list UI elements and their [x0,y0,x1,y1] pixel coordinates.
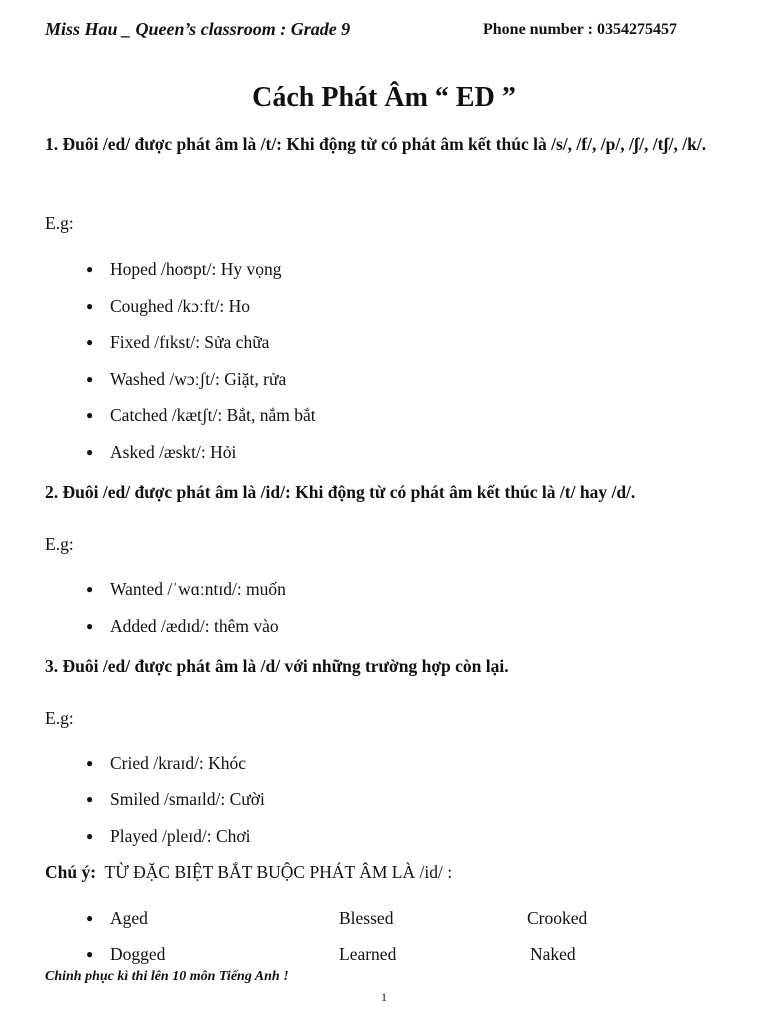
special-word: Aged [110,908,148,928]
list-item [86,579,286,600]
list-item-text: Fixed /fɪkst/: Sửa chữa [110,332,270,352]
list-item [86,296,250,317]
note [45,862,452,883]
page-title: Cách Phát Âm “ ED ” [252,82,516,113]
bullet-icon: ● [86,756,94,770]
list-item [86,369,286,390]
list-item-text: Added /ædɪd/: thêm vào [110,616,279,636]
list-item-text: Smiled /smaɪld/: Cười [110,789,265,809]
list-item [86,753,246,774]
list-item-text: Asked /æskt/: Hỏi [110,442,237,462]
special-word: Learned [339,944,397,964]
list-item [86,789,265,810]
list-item [86,259,281,280]
bullet-icon: ● [86,445,94,459]
list-item-text: Coughed /kɔːft/: Ho [110,296,250,316]
list-item [86,332,269,353]
list-item [86,944,165,965]
section-2-heading: 2. Đuôi /ed/ được phát âm là /id/: Khi động từ có phát âm kết thúc là /t/ hay /d/. [45,482,636,502]
bullet-icon: ● [86,792,94,806]
list-item-text: Catched /kætʃt/: Bắt, nắm bắt [110,405,316,425]
bullet-icon: ● [86,582,94,596]
list-item [86,616,279,637]
list-item-text: Hoped /hoʊpt/: Hy vọng [110,259,282,279]
header-phone: Phone number : 0354275457 [483,21,677,38]
list-item [86,442,236,463]
note-label: Chú ý: [45,862,97,882]
bullet-icon: ● [86,372,94,386]
bullet-icon: ● [86,829,94,843]
special-word: Crooked [527,908,588,928]
bullet-icon: ● [86,262,94,276]
section-3-eg: E.g: [45,708,74,728]
bullet-icon: ● [86,299,94,313]
note-text: TỪ ĐẶC BIỆT BẮT BUỘC PHÁT ÂM LÀ /id/ : [104,862,453,882]
section-1-heading: 1. Đuôi /ed/ được phát âm là /t/: Khi động từ có phát âm kết thúc là /s/, /f/, /p/, /ʃ/, /tʃ/, /k/. [45,134,707,154]
list-item [86,826,251,847]
section-3-heading: 3. Đuôi /ed/ được phát âm là /d/ với những trường hợp còn lại. [45,656,509,676]
bullet-icon: ● [86,408,94,422]
bullet-icon: ● [86,947,94,961]
bullet-icon: ● [86,619,94,633]
special-word: Naked [530,944,576,964]
header-teacher: Miss Hau _ Queen’s classroom : Grade 9 [45,19,351,39]
bullet-icon: ● [86,911,94,925]
list-item-text: Cried /kraɪd/: Khóc [110,753,247,773]
page-number: 1 [381,990,387,1004]
special-word: Dogged [110,944,166,964]
bullet-icon: ● [86,335,94,349]
list-item [86,908,148,929]
section-2-eg: E.g: [45,534,74,554]
list-item-text: Played /pleɪd/: Chơi [110,826,251,846]
special-word: Blessed [339,908,394,928]
list-item [86,405,316,426]
section-1-eg: E.g: [45,213,74,233]
list-item-text: Washed /wɔːʃt/: Giặt, rửa [110,369,287,389]
footer-slogan: Chinh phục kì thi lên 10 môn Tiếng Anh ! [45,969,289,984]
list-item-text: Wanted /ˈwɑːntɪd/: muốn [110,579,286,599]
